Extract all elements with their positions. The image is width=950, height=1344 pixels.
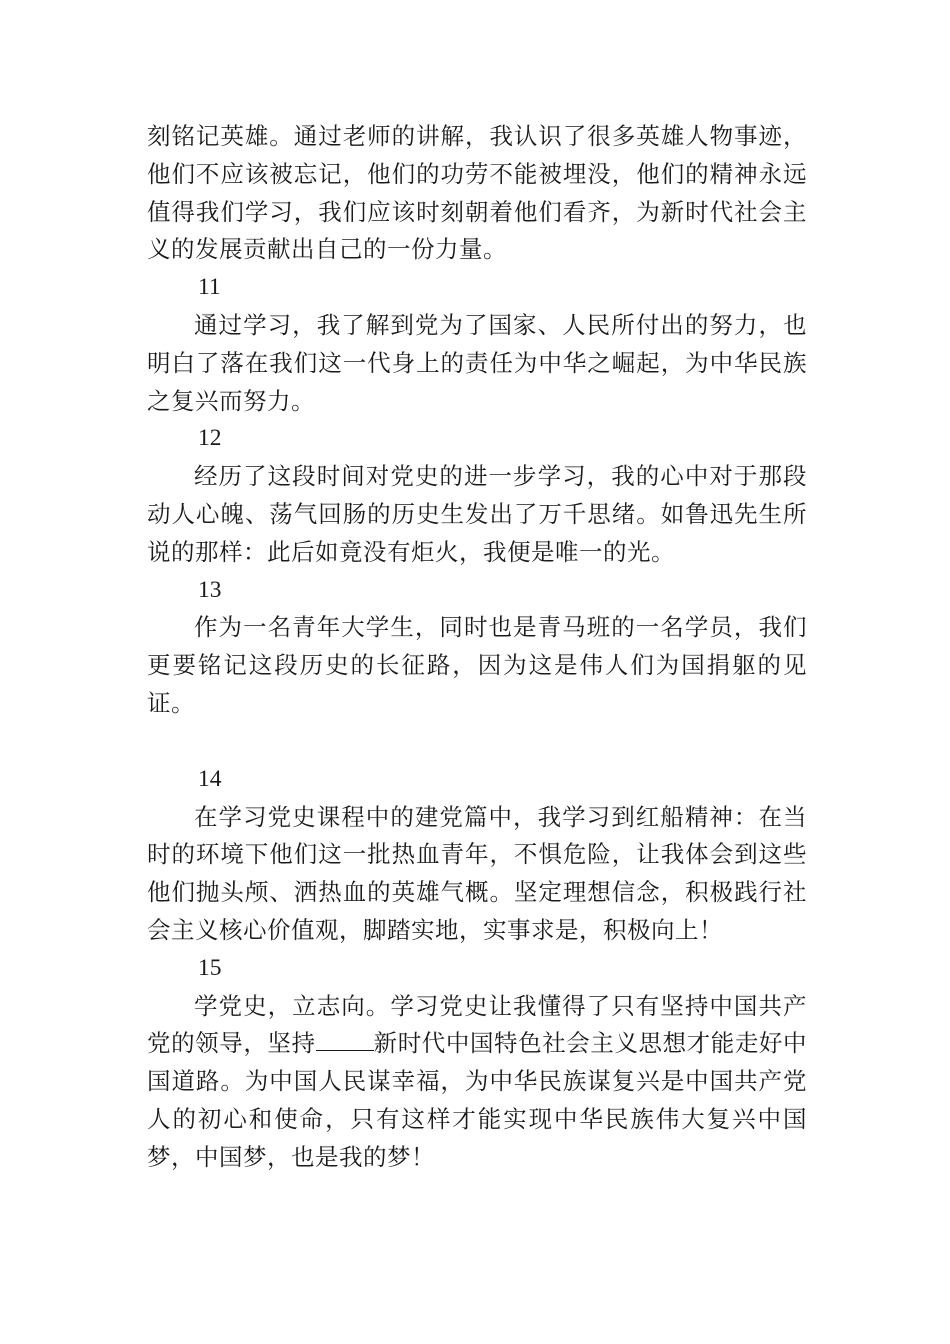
- paragraph-continued: 刻铭记英雄。通过老师的讲解，我认识了很多英雄人物事迹，他们不应该被忘记，他们的功劳不能被埋没，他们的精神永远值得我们学习，我们应该时刻朝着他们看齐，为新时代社会主义的发展贡献出自己的一份力量。: [147, 122, 807, 264]
- document-page: [147, 118, 807, 1177]
- section-number-15: 15: [198, 954, 222, 981]
- paragraph-15-after: 新时代中国特色社会主义思想才能走好中国道路。为中国人民谋幸福，为中华民族谋复兴是中国共产党人的初心和使命，只有这样才能实现中华民族伟大复兴中国梦，中国梦，也是我的梦！: [147, 1029, 808, 1171]
- section-number-13: 13: [198, 576, 222, 603]
- fill-blank-underline: [316, 1029, 374, 1051]
- section-number-12: 12: [198, 425, 222, 452]
- paragraph-11: 通过学习，我了解到党为了国家、人民所付出的努力，也明白了落在我们这一代身上的责任为中华之崛起，为中华民族之复兴而努力。: [147, 310, 807, 415]
- paragraph-12: 经历了这段时间对党史的进一步学习，我的心中对于那段动人心魄、荡气回肠的历史生发出了万千思绪。如鲁迅先生所说的那样：此后如竟没有炬火，我便是唯一的光。: [147, 462, 807, 566]
- paragraph-15-before: 学党史，立志向。学习党史让我懂得了只有坚持中国共产党的领导，坚持: [147, 991, 807, 1058]
- section-number-14: 14: [198, 765, 222, 792]
- blank-line: [147, 723, 807, 761]
- paragraph-14: 在学习党史课程中的建党篇中，我学习到红船精神：在当时的环境下他们这一批热血青年，不惧危险，让我体会到这些他们抛头颅、洒热血的英雄气概。坚定理想信念，积极践行社会主义核心价值观，脚踏实地，实事求是，积极向上！: [147, 802, 807, 944]
- section-number-11: 11: [198, 274, 221, 301]
- paragraph-15: [147, 988, 807, 1177]
- paragraph-13: 作为一名青年大学生，同时也是青马班的一名学员，我们更要铭记这段历史的长征路，因为这是伟人们为国捐躯的见证。: [147, 613, 807, 717]
